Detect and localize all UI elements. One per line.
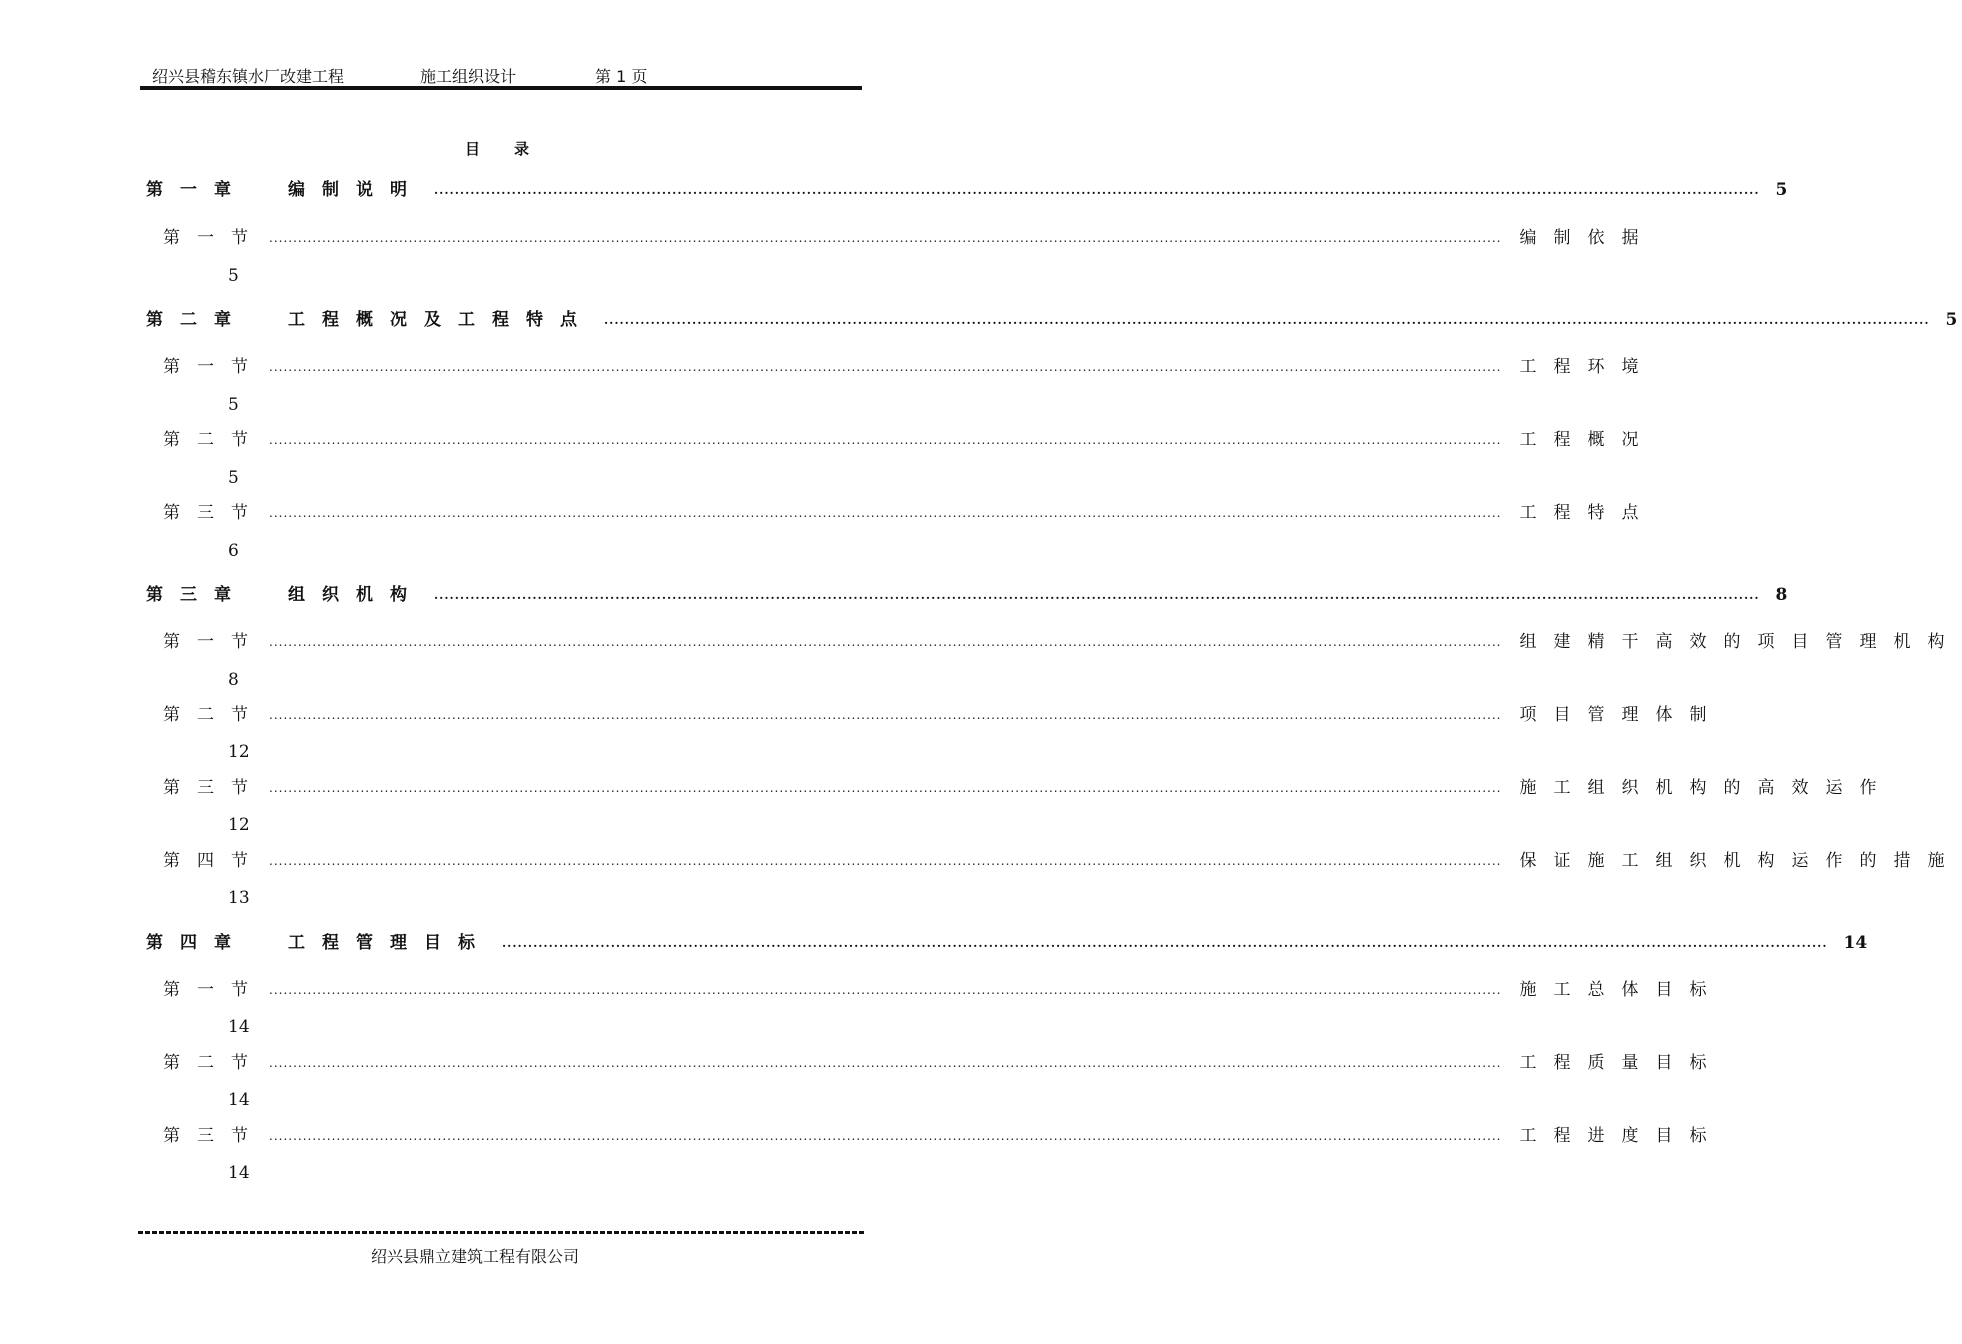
toc-page-number: 12 — [228, 742, 250, 762]
toc-section-label: 第二节 — [163, 1053, 265, 1073]
toc-leader: ................................................................................................................................................................................................................................................................ — [269, 708, 1502, 722]
toc-chapter-label: 第一章 — [146, 180, 248, 200]
toc-section-entry[interactable] — [163, 226, 1656, 250]
toc-page-number: 12 — [228, 815, 250, 835]
toc-leader: ................................................................................................................................................................................................................................................................ — [269, 1129, 1502, 1143]
toc-page-number: 5 — [1775, 180, 1788, 200]
toc-section-title: 保证施工组织机构运作的措施 — [1519, 851, 1962, 871]
toc-page-number: 6 — [228, 541, 239, 561]
toc-chapter-title: 工程管理目标 — [288, 933, 492, 953]
header-page-number: 第 1 页 — [595, 67, 648, 86]
toc-section-title: 工程进度目标 — [1519, 1126, 1724, 1146]
toc-section-title: 施工组织机构的高效运作 — [1519, 778, 1894, 798]
toc-section-title: 编制依据 — [1519, 228, 1656, 248]
toc-leader: ................................................................................................................................................................................................................................................................ — [269, 433, 1502, 447]
toc-leader: ................................................................................................................................................................................................................................................................ — [434, 588, 1760, 602]
toc-chapter-label: 第四章 — [146, 933, 248, 953]
toc-leader: ................................................................................................................................................................................................................................................................ — [269, 854, 1502, 868]
toc-leader: ................................................................................................................................................................................................................................................................ — [269, 1056, 1502, 1070]
toc-leader: ................................................................................................................................................................................................................................................................ — [434, 183, 1760, 197]
toc-chapter-entry[interactable] — [146, 583, 1788, 607]
toc-leader: ................................................................................................................................................................................................................................................................ — [269, 983, 1502, 997]
toc-section-entry[interactable] — [163, 978, 1724, 1002]
toc-section-title: 工程环境 — [1519, 357, 1656, 377]
toc-chapter-entry[interactable] — [146, 931, 1868, 955]
toc-section-entry[interactable] — [163, 630, 1962, 654]
toc-section-label: 第一节 — [163, 980, 265, 1000]
toc-section-entry[interactable] — [163, 703, 1724, 727]
toc-chapter-entry[interactable] — [146, 178, 1788, 202]
toc-section-entry[interactable] — [163, 428, 1656, 452]
toc-page-number: 14 — [228, 1163, 250, 1183]
toc-page-number: 5 — [1945, 310, 1958, 330]
toc-page-number: 5 — [228, 266, 239, 286]
toc-chapter-title: 编制说明 — [288, 180, 424, 200]
toc-leader: ................................................................................................................................................................................................................................................................ — [604, 313, 1930, 327]
header-rule — [140, 86, 862, 90]
toc-page-number: 14 — [228, 1017, 250, 1037]
toc-section-entry[interactable] — [163, 1124, 1724, 1148]
footer-company: 绍兴县鼎立建筑工程有限公司 — [370, 1247, 579, 1266]
toc-section-label: 第三节 — [163, 1126, 265, 1146]
toc-section-label: 第三节 — [163, 778, 265, 798]
toc-leader: ................................................................................................................................................................................................................................................................ — [502, 936, 1828, 950]
toc-leader: ................................................................................................................................................................................................................................................................ — [269, 781, 1502, 795]
footer-rule — [138, 1231, 864, 1234]
toc-section-title: 施工总体目标 — [1519, 980, 1724, 1000]
toc-leader: ................................................................................................................................................................................................................................................................ — [269, 635, 1502, 649]
toc-leader: ................................................................................................................................................................................................................................................................ — [269, 231, 1502, 245]
toc-section-label: 第一节 — [163, 357, 265, 377]
toc-page-number: 8 — [1775, 585, 1788, 605]
toc-chapter-label: 第二章 — [146, 310, 248, 330]
toc-section-entry[interactable] — [163, 849, 1962, 873]
toc-chapter-entry[interactable] — [146, 308, 1958, 332]
toc-page-number: 5 — [228, 468, 239, 488]
toc-heading: 目录 — [465, 140, 564, 158]
toc-section-entry[interactable] — [163, 1051, 1724, 1075]
toc-section-entry[interactable] — [163, 776, 1894, 800]
toc-section-label: 第四节 — [163, 851, 265, 871]
toc-section-label: 第二节 — [163, 430, 265, 450]
toc-section-label: 第一节 — [163, 228, 265, 248]
toc-section-entry[interactable] — [163, 355, 1656, 379]
toc-page-number: 14 — [228, 1090, 250, 1110]
toc-section-title: 工程概况 — [1519, 430, 1656, 450]
header-doc-type: 施工组织设计 — [420, 67, 517, 86]
toc-chapter-title: 工程概况及工程特点 — [288, 310, 594, 330]
toc-section-title: 工程质量目标 — [1519, 1053, 1724, 1073]
toc-section-label: 第二节 — [163, 705, 265, 725]
toc-section-title: 工程特点 — [1519, 503, 1656, 523]
toc-section-entry[interactable] — [163, 501, 1656, 525]
toc-page-number: 5 — [228, 395, 239, 415]
header-project-title: 绍兴县稽东镇水厂改建工程 — [152, 67, 345, 86]
toc-section-title: 组建精干高效的项目管理机构 — [1519, 632, 1962, 652]
toc-page-number: 13 — [228, 888, 250, 908]
toc-chapter-label: 第三章 — [146, 585, 248, 605]
toc-section-title: 项目管理体制 — [1519, 705, 1724, 725]
toc-leader: ................................................................................................................................................................................................................................................................ — [269, 360, 1502, 374]
toc-leader: ................................................................................................................................................................................................................................................................ — [269, 506, 1502, 520]
toc-section-label: 第一节 — [163, 632, 265, 652]
toc-chapter-title: 组织机构 — [288, 585, 424, 605]
toc-page-number: 8 — [228, 670, 239, 690]
toc-section-label: 第三节 — [163, 503, 265, 523]
toc-page-number: 14 — [1843, 933, 1868, 953]
